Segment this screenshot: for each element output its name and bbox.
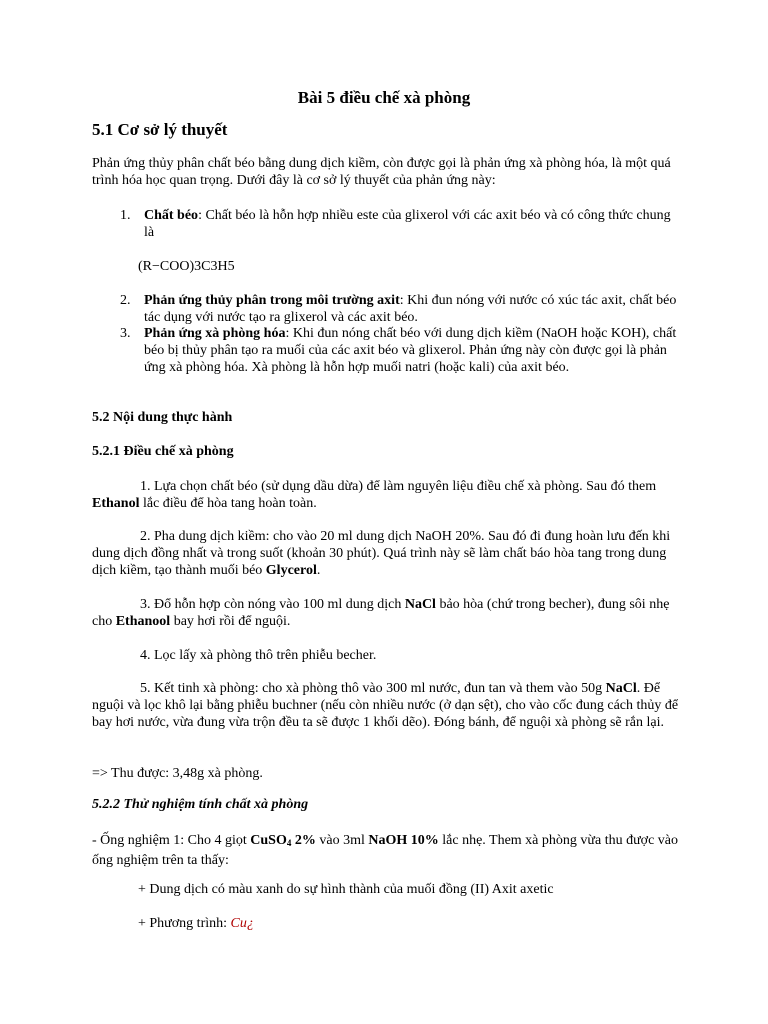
item-text: : Chất béo là hỗn hợp nhiều este của glixerol với các axit béo và có công thức chung là (144, 208, 671, 240)
item-text: : Khi đun nóng với nước có xúc tác axit, chất béo tác dụng với nước tạo ra glixerol và các axit béo. (144, 293, 677, 325)
item-term: Phản ứng xà phòng hóa (144, 326, 286, 341)
item-number: 1. (120, 208, 131, 223)
equation-bullet: + Phương trình: Cu¿ (138, 916, 254, 931)
item-term: Chất béo (144, 208, 199, 223)
section-5-2-heading: 5.2 Nội dung thực hành (92, 410, 233, 425)
theory-item-3 (120, 325, 680, 376)
document-title: Bài 5 điều chế xà phòng (297, 88, 471, 107)
item-term: Phản ứng thủy phân trong môi trường axit (144, 293, 400, 308)
section-5-2-1-heading: 5.2.1 Điều chế xà phòng (92, 444, 234, 459)
step-2: 2. Pha dung dịch kiềm: cho vào 20 ml dung dịch NaOH 20%. Sau đó đi đung hoàn lưu đến khi dung dịch đồng nhất và trong suốt (khoản 30 phút). Quá trình này sẽ làm chất báo hòa tang trong dung dịch kiềm, tạo thành muối béo Glycerol. (92, 529, 671, 578)
theory-item-1 (120, 207, 680, 241)
equation-formula: Cu¿ (230, 916, 254, 931)
step-4: 4. Lọc lấy xà phòng thô trên phiễu becher. (140, 648, 377, 663)
step-1: 1. Lựa chọn chất béo (sử dụng dầu dừa) để làm nguyên liệu điều chế xà phòng. Sau đó them Ethanol lắc điều để hòa tang hoàn toàn. (92, 479, 657, 511)
general-formula: (R−COO)3C3H5 (138, 259, 235, 274)
test-tube-1: - Ống nghiệm 1: Cho 4 giọt CuSO$_4$ 2% vào 3ml NaOH 10% lắc nhẹ. Them xà phòng vừa thu được vào ống nghiệm trên ta thấy: (92, 833, 679, 868)
theory-item-2 (120, 292, 680, 326)
yield-result: => Thu được: 3,48g xà phòng. (92, 766, 263, 781)
section-5-2-2-heading: 5.2.2 Thử nghiệm tính chất xà phòng (92, 797, 309, 812)
section-5-1-intro: Phản ứng thủy phân chất béo bằng dung dịch kiềm, còn được gọi là phản ứng xà phòng hóa, là một quá trình hóa học quan trọng. Dưới đây là cơ sở lý thuyết của phản ứng này: (92, 156, 671, 188)
step-5: 5. Kết tinh xà phòng: cho xà phòng thô vào 300 ml nước, đun tan và them vào 50g NaCl. Để nguội và lọc khô lại bằng phiễu buchner (nếu còn nhiều nước (ở dạn sệt), cho vào cốc đung cách thủy để bay hơi nước, vừa đung vừa trộn đều ta sẽ được 1 khối dẽo). Đóng bánh, để nguội xà phòng sẽ rắn lại. (92, 681, 679, 730)
item-number: 2. (120, 293, 131, 308)
step-3: 3. Đổ hỗn hợp còn nóng vào 100 ml dung dịch NaCl bảo hòa (chứ trong becher), đung sôi nhẹ cho Ethanool bay hơi rồi để nguội. (92, 597, 670, 629)
item-text: : Khi đun nóng chất béo với dung dịch kiềm (NaOH hoặc KOH), chất béo bị thủy phân tạo ra muối của các axit béo và glixerol. Phản ứng này còn được gọi là phản ứng xà phòng hóa. Xà phòng là hỗn hợp muối natri (hoặc kali) của axit béo. (144, 326, 677, 375)
item-number: 3. (120, 326, 131, 341)
observation-bullet: + Dung dịch có màu xanh do sự hình thành của muối đồng (II) Axit axetic (138, 882, 554, 897)
section-5-1-heading: 5.1 Cơ sở lý thuyết (92, 120, 228, 139)
